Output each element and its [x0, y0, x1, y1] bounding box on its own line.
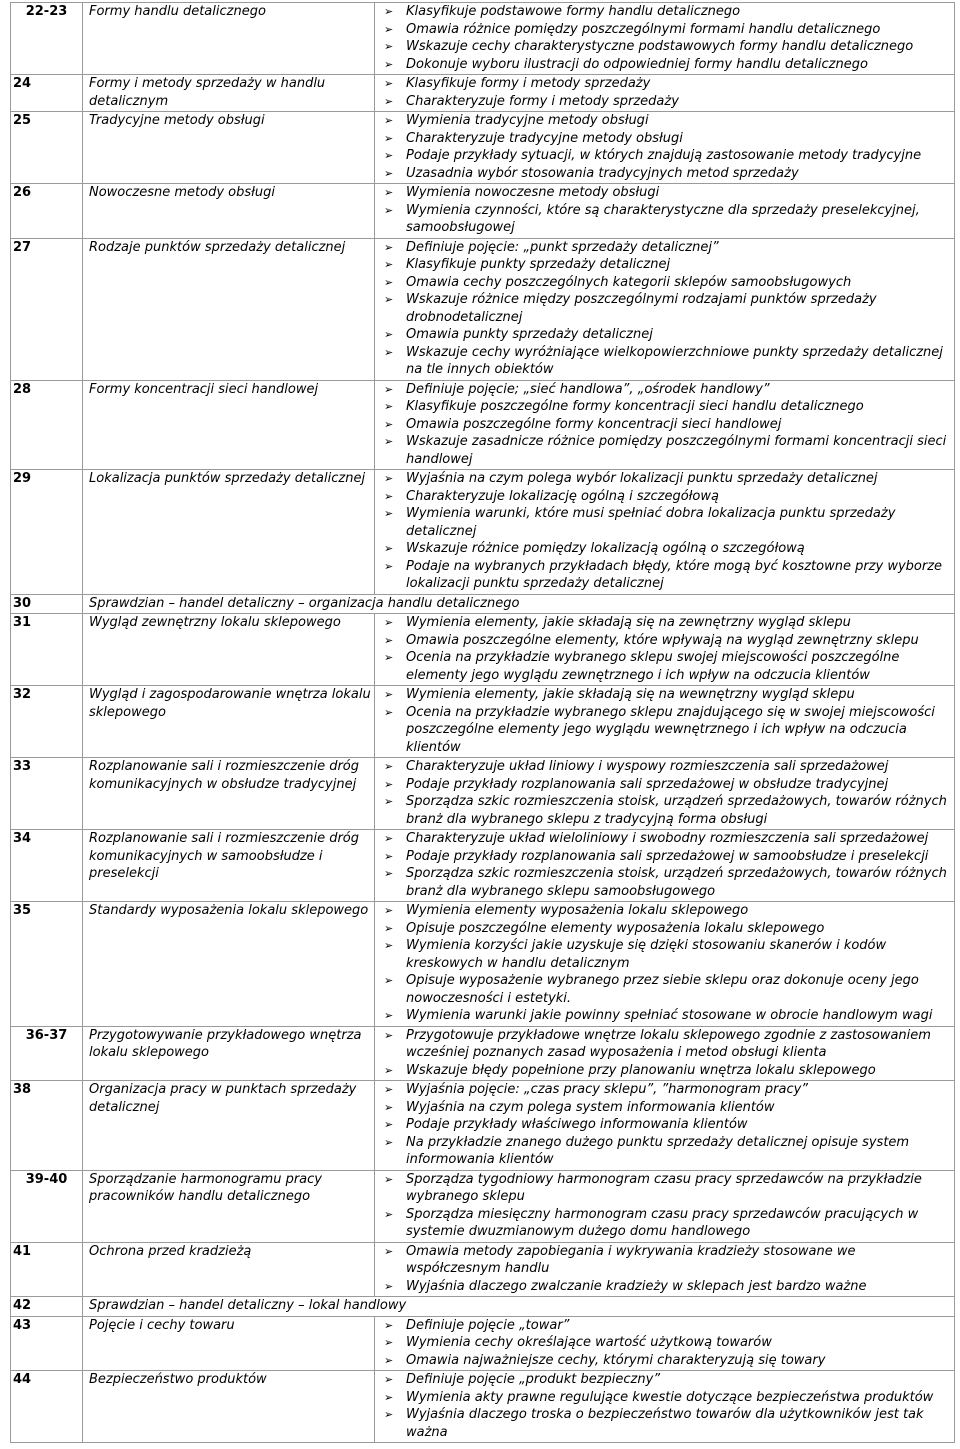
goal-text: Omawia metody zapobiegania i wykrywania kradzieży stosowane we współczesnym handlu: [406, 1243, 856, 1276]
list-item: [384, 1134, 951, 1169]
goal-text: Wymienia elementy, jakie składają się na wewnętrzny wygląd sklepu: [406, 687, 855, 702]
goal-text: Wymienia elementy, jakie składają się na zewnętrzny wygląd sklepu: [406, 615, 851, 630]
goals-list: [380, 381, 951, 469]
list-item: [384, 632, 951, 650]
list-item: [384, 1278, 951, 1296]
arrow-bullet-icon: ➢: [384, 400, 394, 413]
list-item: [384, 902, 951, 920]
lesson-goals: [375, 1242, 955, 1297]
table-row: [11, 3, 955, 75]
lesson-number: 33: [11, 758, 83, 830]
goal-text: Opisuje wyposażenie wybranego przez siebie sklepu oraz dokonuje oceny jego nowoczesności i estetyki.: [406, 973, 919, 1006]
goal-text: Na przykładzie znanego dużego punktu sprzedaży detalicznej opisuje system informowania klientów: [406, 1134, 910, 1167]
goal-text: Opisuje poszczególne elementy wyposażenia lokalu sklepowego: [406, 920, 825, 936]
lesson-number: 35: [11, 902, 83, 1027]
list-item: [384, 1099, 951, 1117]
arrow-bullet-icon: ➢: [384, 1353, 394, 1367]
arrow-bullet-icon: ➢: [384, 40, 394, 53]
list-item: [384, 558, 951, 593]
list-item: [384, 937, 951, 972]
lesson-topic: Formy handlu detalicznego: [83, 3, 375, 75]
arrow-bullet-icon: ➢: [384, 939, 394, 952]
list-item: [384, 865, 951, 900]
arrow-bullet-icon: ➢: [384, 1408, 394, 1421]
goal-text: Podaje przykłady sytuacji, w których znajdują zastosowanie metody tradycyjne: [406, 148, 922, 163]
arrow-bullet-icon: ➢: [384, 258, 394, 271]
arrow-bullet-icon: ➢: [384, 542, 394, 555]
arrow-bullet-icon: ➢: [384, 114, 394, 127]
goals-list: [380, 239, 951, 379]
lesson-number: 28: [11, 380, 83, 470]
list-item: [384, 686, 951, 704]
goal-text: Wymienia korzyści jakie uzyskuje się dzięki stosowaniu skanerów i kodów kreskowych w handlu detalicznym: [406, 938, 887, 971]
list-item: [384, 488, 951, 506]
list-item: [384, 1062, 951, 1080]
list-item: [384, 470, 951, 488]
arrow-bullet-icon: ➢: [384, 832, 394, 845]
list-item: [384, 793, 951, 828]
goals-list: [380, 3, 951, 73]
list-item: [384, 1334, 951, 1352]
lesson-topic: Formy i metody sprzedaży w handlu detalicznym: [83, 75, 375, 112]
arrow-bullet-icon: ➢: [384, 904, 394, 917]
arrow-bullet-icon: ➢: [384, 1207, 394, 1221]
goal-text: Charakteryzuje układ liniowy i wyspowy rozmieszczenia sali sprzedażowej: [406, 759, 889, 774]
lesson-number: 39-40: [11, 1170, 83, 1242]
lesson-goals: [375, 380, 955, 470]
list-item: [384, 1389, 951, 1407]
arrow-bullet-icon: ➢: [384, 1279, 394, 1293]
arrow-bullet-icon: ➢: [384, 795, 394, 808]
goal-text: Sporządza szkic rozmieszczenia stoisk, urządzeń sprzedażowych, towarów różnych branż dla wybranego sklepu z tradycyjną forma obsługi: [406, 794, 947, 827]
goal-text: Wskazuje błędy popełnione przy planowaniu wnętrza lokalu sklepowego: [406, 1062, 876, 1078]
lesson-goals: [375, 1081, 955, 1171]
goal-text: Podaje przykłady rozplanowania sali sprzedażowej w samoobsłudze i preselekcji: [406, 848, 929, 864]
lesson-topic: Pojęcie i cechy towaru: [83, 1316, 375, 1371]
arrow-bullet-icon: ➢: [384, 867, 394, 880]
arrow-bullet-icon: ➢: [384, 149, 394, 162]
list-item: [384, 972, 951, 1007]
lesson-topic: Standardy wyposażenia lokalu sklepowego: [83, 902, 375, 1027]
table-row: [11, 1371, 955, 1443]
arrow-bullet-icon: ➢: [384, 275, 394, 289]
goals-list: [380, 1081, 951, 1169]
goal-text: Wskazuje zasadnicze różnice pomiędzy poszczególnymi formami koncentracji sieci handlowej: [406, 434, 947, 467]
list-item: [384, 776, 951, 794]
arrow-bullet-icon: ➢: [384, 1083, 394, 1096]
arrow-bullet-icon: ➢: [384, 1135, 394, 1149]
curriculum-table-body: [11, 3, 955, 1443]
goals-list: [380, 470, 951, 593]
goal-text: Definiuje pojęcie „produkt bezpieczny”: [406, 1372, 661, 1387]
lesson-number: 22-23: [11, 3, 83, 75]
table-row: [11, 75, 955, 112]
goals-list: [380, 1171, 951, 1241]
lesson-number: 43: [11, 1316, 83, 1371]
list-item: [384, 21, 951, 39]
lesson-topic: Bezpieczeństwo produktów: [83, 1371, 375, 1443]
arrow-bullet-icon: ➢: [384, 1318, 394, 1332]
arrow-bullet-icon: ➢: [384, 974, 394, 987]
goal-text: Omawia punkty sprzedaży detalicznej: [406, 327, 653, 342]
goal-text: Wyjaśnia na czym polega system informowania klientów: [406, 1099, 775, 1115]
lesson-topic: Rozplanowanie sali i rozmieszczenie dróg komunikacyjnych w obsłudze tradycyjnej: [83, 758, 375, 830]
goal-text: Omawia różnice pomiędzy poszczególnymi formami handlu detalicznego: [406, 21, 881, 37]
lesson-topic: Lokalizacja punktów sprzedaży detalicznej: [83, 470, 375, 595]
table-row: [11, 1081, 955, 1171]
goal-text: Charakteryzuje lokalizację ogólną i szczegółową: [406, 488, 719, 504]
goal-text: Sporządza tygodniowy harmonogram czasu pracy sprzedawców na przykładzie wybranego sklepu: [406, 1171, 922, 1204]
arrow-bullet-icon: ➢: [384, 345, 394, 359]
goal-text: Omawia cechy poszczególnych kategorii sklepów samoobsługowych: [406, 274, 852, 290]
goal-text: Sporządza szkic rozmieszczenia stoisk, urządzeń sprzedażowych, towarów różnych branż dla wybranego sklepu samoobsługowego: [406, 866, 947, 899]
goal-text: Wyjaśnia pojęcie: „czas pracy sklepu”, ”harmonogram pracy”: [406, 1082, 809, 1097]
arrow-bullet-icon: ➢: [384, 1100, 394, 1114]
list-item: [384, 505, 951, 540]
goal-text: Definiuje pojęcie: „punkt sprzedaży detalicznej”: [406, 239, 719, 255]
list-item: [384, 1243, 951, 1278]
list-item: [384, 1317, 951, 1335]
list-item: [384, 291, 951, 326]
arrow-bullet-icon: ➢: [384, 1063, 394, 1077]
lesson-goals: [375, 3, 955, 75]
table-row: [11, 1297, 955, 1317]
goal-text: Wyjaśnia dlaczego zwalczanie kradzieży w sklepach jest bardzo ważne: [406, 1278, 867, 1294]
list-item: [384, 704, 951, 757]
list-item: [384, 540, 951, 558]
lesson-goals: [375, 614, 955, 686]
arrow-bullet-icon: ➢: [384, 1390, 394, 1404]
table-row: [11, 758, 955, 830]
lesson-topic: Tradycyjne metody obsługi: [83, 112, 375, 184]
lesson-topic: Sporządzanie harmonogramu pracy pracowników handlu detalicznego: [83, 1170, 375, 1242]
lesson-topic: Przygotowywanie przykładowego wnętrza lokalu sklepowego: [83, 1026, 375, 1081]
list-item: [384, 165, 951, 183]
arrow-bullet-icon: ➢: [384, 77, 394, 90]
list-item: [384, 1406, 951, 1441]
arrow-bullet-icon: ➢: [384, 22, 394, 36]
table-row: [11, 830, 955, 902]
arrow-bullet-icon: ➢: [384, 131, 394, 145]
lesson-goals: [375, 758, 955, 830]
goal-text: Wymienia nowoczesne metody obsługi: [406, 185, 660, 200]
goals-list: [380, 830, 951, 900]
goal-text: Wyjaśnia na czym polega wybór lokalizacji punktu sprzedaży detalicznej: [406, 471, 878, 486]
list-item: [384, 93, 951, 111]
list-item: [384, 239, 951, 257]
goal-text: Klasyfikuje formy i metody sprzedaży: [406, 76, 651, 91]
lesson-topic: Wygląd i zagospodarowanie wnętrza lokalu sklepowego: [83, 686, 375, 758]
arrow-bullet-icon: ➢: [384, 417, 394, 431]
arrow-bullet-icon: ➢: [384, 921, 394, 935]
lesson-topic: Rozplanowanie sali i rozmieszczenie dróg komunikacyjnych w samoobsłudze i preselekcji: [83, 830, 375, 902]
list-item: [384, 920, 951, 938]
list-item: [384, 1371, 951, 1389]
table-row: [11, 1316, 955, 1371]
lesson-goals: [375, 902, 955, 1027]
lesson-goals: [375, 112, 955, 184]
list-item: [384, 416, 951, 434]
list-item: [384, 147, 951, 165]
arrow-bullet-icon: ➢: [384, 688, 394, 701]
table-row: [11, 238, 955, 380]
goal-text: Ocenia na przykładzie wybranego sklepu znajdującego się w swojej miejscowości poszczególne elementy jego wyglądu wewnętrznego i ich wpływ na odczucia klientów: [406, 704, 935, 755]
list-item: [384, 649, 951, 684]
goal-text: Omawia poszczególne formy koncentracji sieci handlowej: [406, 416, 782, 432]
list-item: [384, 848, 951, 866]
goal-text: Wskazuje cechy wyróżniające wielkopowierzchniowe punkty sprzedaży detalicznej na tle innych obiektów: [406, 344, 943, 377]
list-item: [384, 112, 951, 130]
list-item: [384, 38, 951, 56]
lesson-number: 30: [11, 594, 83, 614]
arrow-bullet-icon: ➢: [384, 849, 394, 863]
lesson-number: 29: [11, 470, 83, 595]
goal-text: Wskazuje różnice między poszczególnymi rodzajami punktów sprzedaży drobnodetalicznej: [406, 292, 877, 325]
list-item: [384, 758, 951, 776]
lesson-number: 31: [11, 614, 83, 686]
arrow-bullet-icon: ➢: [384, 1009, 394, 1022]
table-row: [11, 1170, 955, 1242]
goal-text: Ocenia na przykładzie wybranego sklepu swojej miejscowości poszczególne elementy jego wyglądu zewnętrznego i ich wpływ na odczucia klientów: [406, 650, 900, 683]
arrow-bullet-icon: ➢: [384, 5, 394, 18]
lesson-topic: Formy koncentracji sieci handlowej: [83, 380, 375, 470]
table-row: [11, 470, 955, 595]
goal-text: Przygotowuje przykładowe wnętrze lokalu sklepowego zgodnie z zastosowaniem wcześniej poznanych zasad wyposażenia i metod obsługi klienta: [406, 1027, 931, 1060]
lesson-number: 44: [11, 1371, 83, 1443]
lesson-number: 36-37: [11, 1026, 83, 1081]
lesson-topic: Ochrona przed kradzieżą: [83, 1242, 375, 1297]
goal-text: Uzasadnia wybór stosowania tradycyjnych metod sprzedaży: [406, 165, 799, 181]
arrow-bullet-icon: ➢: [384, 435, 394, 448]
table-row: [11, 1242, 955, 1297]
arrow-bullet-icon: ➢: [384, 633, 394, 647]
goal-text: Charakteryzuje układ wieloliniowy i swobodny rozmieszczenia sali sprzedażowej: [406, 831, 929, 846]
lesson-number: 38: [11, 1081, 83, 1171]
lesson-number: 34: [11, 830, 83, 902]
arrow-bullet-icon: ➢: [384, 616, 394, 629]
test-entry: Sprawdzian – handel detaliczny – lokal handlowy: [83, 1297, 955, 1317]
goal-text: Charakteryzuje formy i metody sprzedaży: [406, 93, 679, 109]
list-item: [384, 398, 951, 416]
goals-list: [380, 112, 951, 182]
list-item: [384, 1081, 951, 1099]
goal-text: Sporządza miesięczny harmonogram czasu pracy sprzedawców pracujących w systemie dwuzmianowym dużego domu handlowego: [406, 1206, 919, 1239]
goal-text: Wymienia elementy wyposażenia lokalu sklepowego: [406, 903, 749, 918]
lesson-goals: [375, 686, 955, 758]
lesson-goals: [375, 1371, 955, 1443]
arrow-bullet-icon: ➢: [384, 559, 394, 573]
list-item: [384, 184, 951, 202]
arrow-bullet-icon: ➢: [384, 472, 394, 485]
goals-list: [380, 1027, 951, 1080]
arrow-bullet-icon: ➢: [384, 507, 394, 520]
goals-list: [380, 902, 951, 1025]
arrow-bullet-icon: ➢: [384, 1028, 394, 1042]
list-item: [384, 433, 951, 468]
arrow-bullet-icon: ➢: [384, 1336, 394, 1349]
arrow-bullet-icon: ➢: [384, 382, 394, 396]
table-row: [11, 614, 955, 686]
arrow-bullet-icon: ➢: [384, 1118, 394, 1131]
goal-text: Wymienia warunki jakie powinny spełniać stosowane w obrocie handlowym wagi: [406, 1008, 933, 1023]
goal-text: Charakteryzuje tradycyjne metody obsługi: [406, 130, 683, 146]
goals-list: [380, 1317, 951, 1370]
table-row: [11, 184, 955, 239]
arrow-bullet-icon: ➢: [384, 651, 394, 664]
goal-text: Omawia poszczególne elementy, które wpływają na wygląd zewnętrzny sklepu: [406, 632, 919, 648]
arrow-bullet-icon: ➢: [384, 1172, 394, 1186]
goal-text: Klasyfikuje poszczególne formy koncentracji sieci handlu detalicznego: [406, 399, 864, 414]
arrow-bullet-icon: ➢: [384, 166, 394, 180]
list-item: [384, 344, 951, 379]
goal-text: Klasyfikuje podstawowe formy handlu detalicznego: [406, 4, 741, 19]
lesson-number: 24: [11, 75, 83, 112]
arrow-bullet-icon: ➢: [384, 777, 394, 791]
lesson-number: 42: [11, 1297, 83, 1317]
lesson-goals: [375, 830, 955, 902]
lesson-topic: Rodzaje punktów sprzedaży detalicznej: [83, 238, 375, 380]
table-row: [11, 594, 955, 614]
goals-list: [380, 1243, 951, 1296]
list-item: [384, 381, 951, 399]
goals-list: [380, 686, 951, 756]
table-row: [11, 686, 955, 758]
curriculum-table: [10, 2, 955, 1443]
arrow-bullet-icon: ➢: [384, 1244, 394, 1258]
goal-text: Wyjaśnia dlaczego troska o bezpieczeństwo towarów dla użytkowników jest tak ważna: [406, 1407, 924, 1440]
goal-text: Wymienia tradycyjne metody obsługi: [406, 113, 649, 128]
list-item: [384, 614, 951, 632]
goal-text: Wymienia warunki, które musi spełniać dobra lokalizacja punktu sprzedaży detalicznej: [406, 506, 896, 539]
goals-list: [380, 614, 951, 684]
lesson-number: 27: [11, 238, 83, 380]
arrow-bullet-icon: ➢: [384, 203, 394, 217]
list-item: [384, 1352, 951, 1370]
lesson-goals: [375, 1316, 955, 1371]
goal-text: Klasyfikuje punkty sprzedaży detalicznej: [406, 257, 671, 272]
table-row: [11, 380, 955, 470]
lesson-goals: [375, 238, 955, 380]
arrow-bullet-icon: ➢: [384, 186, 394, 199]
list-item: [384, 1116, 951, 1134]
arrow-bullet-icon: ➢: [384, 328, 394, 341]
goals-list: [380, 758, 951, 828]
lesson-goals: [375, 184, 955, 239]
goal-text: Omawia najważniejsze cechy, którymi charakteryzują się towary: [406, 1352, 826, 1368]
list-item: [384, 56, 951, 74]
arrow-bullet-icon: ➢: [384, 240, 394, 254]
list-item: [384, 830, 951, 848]
goal-text: Podaje przykłady właściwego informowania klientów: [406, 1117, 748, 1132]
lesson-topic: Nowoczesne metody obsługi: [83, 184, 375, 239]
list-item: [384, 75, 951, 93]
list-item: [384, 1206, 951, 1241]
list-item: [384, 256, 951, 274]
lesson-topic: Organizacja pracy w punktach sprzedaży detalicznej: [83, 1081, 375, 1171]
lesson-goals: [375, 1170, 955, 1242]
arrow-bullet-icon: ➢: [384, 94, 394, 108]
goal-text: Definiuje pojęcie; „sieć handlowa”, „ośrodek handlowy”: [406, 381, 770, 397]
lesson-number: 32: [11, 686, 83, 758]
list-item: [384, 326, 951, 344]
arrow-bullet-icon: ➢: [384, 1373, 394, 1386]
arrow-bullet-icon: ➢: [384, 57, 394, 71]
table-row: [11, 112, 955, 184]
lesson-goals: [375, 470, 955, 595]
goal-text: Wskazuje cechy charakterystyczne podstawowych formy handlu detalicznego: [406, 39, 914, 54]
list-item: [384, 274, 951, 292]
lesson-number: 26: [11, 184, 83, 239]
goal-text: Dokonuje wyboru ilustracji do odpowiedniej formy handlu detalicznego: [406, 56, 868, 72]
arrow-bullet-icon: ➢: [384, 760, 394, 773]
goal-text: Wymienia akty prawne regulujące kwestie dotyczące bezpieczeństwa produktów: [406, 1389, 934, 1405]
goals-list: [380, 184, 951, 237]
goal-text: Wymienia czynności, które są charakterystyczne dla sprzedaży preselekcyjnej, samoobsługowej: [406, 202, 920, 235]
list-item: [384, 1027, 951, 1062]
goals-list: [380, 1371, 951, 1441]
list-item: [384, 130, 951, 148]
goal-text: Definiuje pojęcie „towar”: [406, 1317, 570, 1333]
lesson-number: 41: [11, 1242, 83, 1297]
goal-text: Podaje przykłady rozplanowania sali sprzedażowej w obsłudze tradycyjnej: [406, 776, 889, 792]
arrow-bullet-icon: ➢: [384, 705, 394, 719]
list-item: [384, 1007, 951, 1025]
table-row: [11, 1026, 955, 1081]
lesson-goals: [375, 1026, 955, 1081]
list-item: [384, 1171, 951, 1206]
list-item: [384, 202, 951, 237]
test-entry: Sprawdzian – handel detaliczny – organizacja handlu detalicznego: [83, 594, 955, 614]
lesson-number: 25: [11, 112, 83, 184]
goal-text: Wymienia cechy określające wartość użytkową towarów: [406, 1335, 772, 1350]
lesson-goals: [375, 75, 955, 112]
goal-text: Wskazuje różnice pomiędzy lokalizacją ogólną o szczegółową: [406, 541, 805, 556]
goals-list: [380, 75, 951, 110]
goal-text: Podaje na wybranych przykładach błędy, które mogą być kosztowne przy wyborze lokalizacji punktu sprzedaży detalicznej: [406, 558, 943, 591]
table-row: [11, 902, 955, 1027]
list-item: [384, 3, 951, 21]
lesson-topic: Wygląd zewnętrzny lokalu sklepowego: [83, 614, 375, 686]
arrow-bullet-icon: ➢: [384, 489, 394, 503]
arrow-bullet-icon: ➢: [384, 293, 394, 306]
